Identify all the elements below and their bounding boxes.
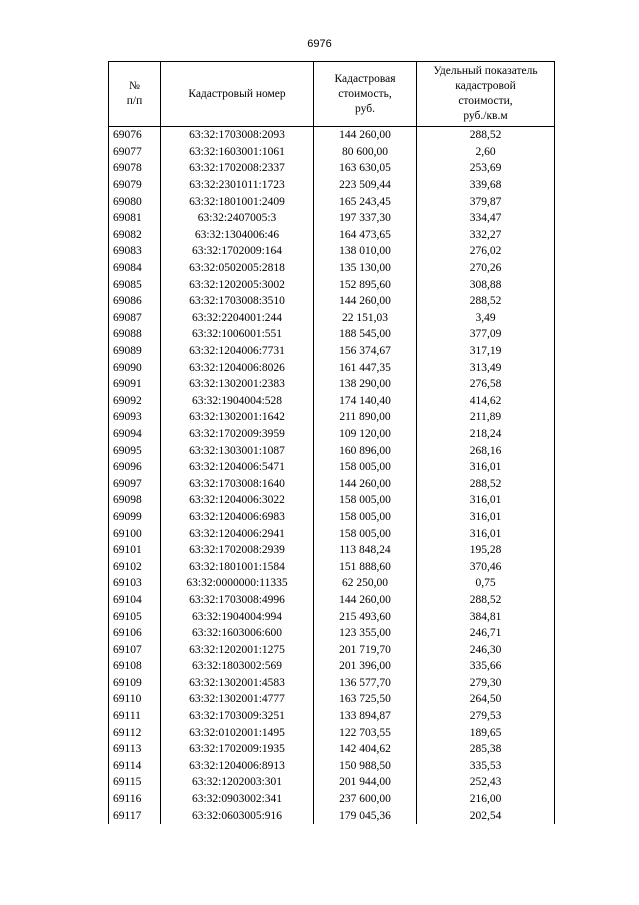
row-index: 69111 bbox=[109, 708, 161, 725]
specific-value: 384,81 bbox=[417, 608, 555, 625]
specific-value: 279,53 bbox=[417, 708, 555, 725]
specific-value: 246,30 bbox=[417, 641, 555, 658]
cadastral-number: 63:32:1603006:600 bbox=[161, 625, 314, 642]
specific-value: 379,87 bbox=[417, 193, 555, 210]
cadastral-number: 63:32:1202001:1275 bbox=[161, 641, 314, 658]
table-body bbox=[109, 127, 555, 824]
row-index: 69082 bbox=[109, 227, 161, 244]
cadastral-value: 144 260,00 bbox=[314, 127, 417, 144]
cadastral-number: 63:32:1204006:5471 bbox=[161, 459, 314, 476]
table-row bbox=[109, 741, 555, 758]
table-header-row bbox=[109, 62, 555, 127]
cadastral-value: 142 404,62 bbox=[314, 741, 417, 758]
specific-value: 335,66 bbox=[417, 658, 555, 675]
cadastral-number: 63:32:1006001:551 bbox=[161, 326, 314, 343]
specific-value: 335,53 bbox=[417, 758, 555, 775]
cadastral-number: 63:32:2301011:1723 bbox=[161, 177, 314, 194]
specific-value: 370,46 bbox=[417, 558, 555, 575]
table-row bbox=[109, 359, 555, 376]
cadastral-value: 156 374,67 bbox=[314, 343, 417, 360]
cadastral-number: 63:32:2407005:3 bbox=[161, 210, 314, 227]
specific-value: 276,02 bbox=[417, 243, 555, 260]
cadastral-value: 201 944,00 bbox=[314, 774, 417, 791]
table-row bbox=[109, 227, 555, 244]
table-row bbox=[109, 509, 555, 526]
cadastral-value: 161 447,35 bbox=[314, 359, 417, 376]
specific-value: 313,49 bbox=[417, 359, 555, 376]
row-index: 69089 bbox=[109, 343, 161, 360]
row-index: 69086 bbox=[109, 293, 161, 310]
cadastral-value: 158 005,00 bbox=[314, 525, 417, 542]
row-index: 69108 bbox=[109, 658, 161, 675]
row-index: 69080 bbox=[109, 193, 161, 210]
specific-value: 316,01 bbox=[417, 525, 555, 542]
cadastral-value: 237 600,00 bbox=[314, 791, 417, 808]
cadastral-number: 63:32:1204006:3022 bbox=[161, 492, 314, 509]
cadastral-number: 63:32:1702009:164 bbox=[161, 243, 314, 260]
table-row bbox=[109, 160, 555, 177]
cadastral-number: 63:32:1302001:1642 bbox=[161, 409, 314, 426]
specific-value: 211,89 bbox=[417, 409, 555, 426]
table-row bbox=[109, 558, 555, 575]
cadastral-value: 144 260,00 bbox=[314, 592, 417, 609]
specific-value: 2,60 bbox=[417, 144, 555, 161]
specific-value: 288,52 bbox=[417, 127, 555, 144]
specific-value: 216,00 bbox=[417, 791, 555, 808]
table-row bbox=[109, 260, 555, 277]
row-index: 69101 bbox=[109, 542, 161, 559]
row-index: 69112 bbox=[109, 724, 161, 741]
specific-value: 288,52 bbox=[417, 293, 555, 310]
cadastral-value: 123 355,00 bbox=[314, 625, 417, 642]
table-row bbox=[109, 774, 555, 791]
cadastral-number: 63:32:1204006:8026 bbox=[161, 359, 314, 376]
cadastral-value: 138 290,00 bbox=[314, 376, 417, 393]
specific-value: 316,01 bbox=[417, 492, 555, 509]
cadastral-number: 63:32:1703008:1640 bbox=[161, 475, 314, 492]
table-row bbox=[109, 807, 555, 824]
cadastral-value: 113 848,24 bbox=[314, 542, 417, 559]
table-row bbox=[109, 708, 555, 725]
row-index: 69104 bbox=[109, 592, 161, 609]
row-index: 69092 bbox=[109, 393, 161, 410]
cadastral-table bbox=[108, 61, 555, 824]
specific-value: 264,50 bbox=[417, 691, 555, 708]
table-row bbox=[109, 442, 555, 459]
specific-value: 317,19 bbox=[417, 343, 555, 360]
row-index: 69098 bbox=[109, 492, 161, 509]
table-row bbox=[109, 492, 555, 509]
specific-value: 285,38 bbox=[417, 741, 555, 758]
specific-value: 253,69 bbox=[417, 160, 555, 177]
specific-value: 276,58 bbox=[417, 376, 555, 393]
cadastral-value: 138 010,00 bbox=[314, 243, 417, 260]
row-index: 69100 bbox=[109, 525, 161, 542]
table-row bbox=[109, 791, 555, 808]
cadastral-value: 163 630,05 bbox=[314, 160, 417, 177]
table-row bbox=[109, 592, 555, 609]
cadastral-number: 63:32:1801001:2409 bbox=[161, 193, 314, 210]
cadastral-number: 63:32:1702009:1935 bbox=[161, 741, 314, 758]
specific-value: 339,68 bbox=[417, 177, 555, 194]
specific-value: 268,16 bbox=[417, 442, 555, 459]
table-row bbox=[109, 459, 555, 476]
row-index: 69117 bbox=[109, 807, 161, 824]
row-index: 69099 bbox=[109, 509, 161, 526]
specific-value: 332,27 bbox=[417, 227, 555, 244]
cadastral-value: 144 260,00 bbox=[314, 475, 417, 492]
row-index: 69091 bbox=[109, 376, 161, 393]
cadastral-number: 63:32:2204001:244 bbox=[161, 310, 314, 327]
cadastral-number: 63:32:0603005:916 bbox=[161, 807, 314, 824]
cadastral-value: 80 600,00 bbox=[314, 144, 417, 161]
specific-value: 195,28 bbox=[417, 542, 555, 559]
row-index: 69085 bbox=[109, 276, 161, 293]
cadastral-value: 211 890,00 bbox=[314, 409, 417, 426]
page-number: 6976 bbox=[307, 38, 332, 50]
row-index: 69093 bbox=[109, 409, 161, 426]
table-row bbox=[109, 724, 555, 741]
specific-value: 308,88 bbox=[417, 276, 555, 293]
specific-value: 288,52 bbox=[417, 475, 555, 492]
cadastral-number: 63:32:1703008:3510 bbox=[161, 293, 314, 310]
cadastral-value: 201 396,00 bbox=[314, 658, 417, 675]
specific-value: 270,26 bbox=[417, 260, 555, 277]
table-row bbox=[109, 193, 555, 210]
table-row bbox=[109, 625, 555, 642]
specific-value: 377,09 bbox=[417, 326, 555, 343]
cadastral-number: 63:32:1801001:1584 bbox=[161, 558, 314, 575]
cadastral-value: 62 250,00 bbox=[314, 575, 417, 592]
table-row bbox=[109, 144, 555, 161]
cadastral-number: 63:32:1702008:2337 bbox=[161, 160, 314, 177]
cadastral-number: 63:32:0102001:1495 bbox=[161, 724, 314, 741]
cadastral-number: 63:32:1803002:569 bbox=[161, 658, 314, 675]
cadastral-number: 63:32:1204006:7731 bbox=[161, 343, 314, 360]
specific-value: 279,30 bbox=[417, 675, 555, 692]
table-row bbox=[109, 276, 555, 293]
cadastral-number: 63:32:1302001:2383 bbox=[161, 376, 314, 393]
table-row bbox=[109, 641, 555, 658]
cadastral-value: 144 260,00 bbox=[314, 293, 417, 310]
row-index: 69094 bbox=[109, 426, 161, 443]
specific-value: 189,65 bbox=[417, 724, 555, 741]
table-row bbox=[109, 675, 555, 692]
specific-value: 3,49 bbox=[417, 310, 555, 327]
specific-value: 202,54 bbox=[417, 807, 555, 824]
table-row bbox=[109, 293, 555, 310]
row-index: 69081 bbox=[109, 210, 161, 227]
row-index: 69106 bbox=[109, 625, 161, 642]
row-index: 69083 bbox=[109, 243, 161, 260]
table-row bbox=[109, 658, 555, 675]
table-row bbox=[109, 243, 555, 260]
row-index: 69084 bbox=[109, 260, 161, 277]
row-index: 69078 bbox=[109, 160, 161, 177]
table-row bbox=[109, 310, 555, 327]
row-index: 69095 bbox=[109, 442, 161, 459]
row-index: 69105 bbox=[109, 608, 161, 625]
specific-value: 288,52 bbox=[417, 592, 555, 609]
cadastral-value: 201 719,70 bbox=[314, 641, 417, 658]
cadastral-number: 63:32:1703008:2093 bbox=[161, 127, 314, 144]
cadastral-number: 63:32:1702008:2939 bbox=[161, 542, 314, 559]
cadastral-value: 197 337,30 bbox=[314, 210, 417, 227]
cadastral-value: 158 005,00 bbox=[314, 492, 417, 509]
specific-value: 316,01 bbox=[417, 459, 555, 476]
table-row bbox=[109, 343, 555, 360]
cadastral-number: 63:32:0903002:341 bbox=[161, 791, 314, 808]
cadastral-number: 63:32:0502005:2818 bbox=[161, 260, 314, 277]
cadastral-number: 63:32:1702009:3959 bbox=[161, 426, 314, 443]
table-row bbox=[109, 177, 555, 194]
row-index: 69114 bbox=[109, 758, 161, 775]
row-index: 69102 bbox=[109, 558, 161, 575]
row-index: 69113 bbox=[109, 741, 161, 758]
cadastral-value: 151 888,60 bbox=[314, 558, 417, 575]
specific-value: 0,75 bbox=[417, 575, 555, 592]
row-index: 69090 bbox=[109, 359, 161, 376]
table-row bbox=[109, 542, 555, 559]
table-row bbox=[109, 127, 555, 144]
cadastral-value: 150 988,50 bbox=[314, 758, 417, 775]
cadastral-value: 136 577,70 bbox=[314, 675, 417, 692]
row-index: 69076 bbox=[109, 127, 161, 144]
row-index: 69110 bbox=[109, 691, 161, 708]
cadastral-value: 174 140,40 bbox=[314, 393, 417, 410]
cadastral-number: 63:32:1904004:994 bbox=[161, 608, 314, 625]
row-index: 69107 bbox=[109, 641, 161, 658]
row-index: 69077 bbox=[109, 144, 161, 161]
cadastral-value: 223 509,44 bbox=[314, 177, 417, 194]
table-row bbox=[109, 426, 555, 443]
table-row bbox=[109, 575, 555, 592]
cadastral-value: 122 703,55 bbox=[314, 724, 417, 741]
cadastral-number: 63:32:1202003:301 bbox=[161, 774, 314, 791]
row-index: 69096 bbox=[109, 459, 161, 476]
cadastral-value: 160 896,00 bbox=[314, 442, 417, 459]
cadastral-value: 133 894,87 bbox=[314, 708, 417, 725]
cadastral-number: 63:32:1204006:8913 bbox=[161, 758, 314, 775]
table-row bbox=[109, 326, 555, 343]
specific-value: 252,43 bbox=[417, 774, 555, 791]
cadastral-value: 163 725,50 bbox=[314, 691, 417, 708]
cadastral-value: 179 045,36 bbox=[314, 807, 417, 824]
cadastral-value: 22 151,03 bbox=[314, 310, 417, 327]
table-row bbox=[109, 758, 555, 775]
cadastral-number: 63:32:1603001:1061 bbox=[161, 144, 314, 161]
cadastral-value: 152 895,60 bbox=[314, 276, 417, 293]
header-index: № п/п bbox=[109, 62, 161, 127]
row-index: 69088 bbox=[109, 326, 161, 343]
table-row bbox=[109, 376, 555, 393]
row-index: 69116 bbox=[109, 791, 161, 808]
row-index: 69087 bbox=[109, 310, 161, 327]
header-specific-value: Удельный показатель кадастровой стоимости, руб./кв.м bbox=[417, 62, 555, 127]
cadastral-value: 164 473,65 bbox=[314, 227, 417, 244]
cadastral-number: 63:32:1204006:2941 bbox=[161, 525, 314, 542]
cadastral-number: 63:32:1304006:46 bbox=[161, 227, 314, 244]
cadastral-value: 109 120,00 bbox=[314, 426, 417, 443]
cadastral-value: 215 493,60 bbox=[314, 608, 417, 625]
cadastral-value: 158 005,00 bbox=[314, 509, 417, 526]
specific-value: 218,24 bbox=[417, 426, 555, 443]
cadastral-number: 63:32:1302001:4777 bbox=[161, 691, 314, 708]
table-row bbox=[109, 393, 555, 410]
row-index: 69103 bbox=[109, 575, 161, 592]
cadastral-number: 63:32:1202005:3002 bbox=[161, 276, 314, 293]
specific-value: 316,01 bbox=[417, 509, 555, 526]
row-index: 69115 bbox=[109, 774, 161, 791]
table-row bbox=[109, 409, 555, 426]
cadastral-value: 158 005,00 bbox=[314, 459, 417, 476]
header-cadastral-number: Кадастровый номер bbox=[161, 62, 314, 127]
cadastral-number: 63:32:1303001:1087 bbox=[161, 442, 314, 459]
table-row bbox=[109, 210, 555, 227]
cadastral-number: 63:32:0000000:11335 bbox=[161, 575, 314, 592]
specific-value: 334,47 bbox=[417, 210, 555, 227]
cadastral-number: 63:32:1904004:528 bbox=[161, 393, 314, 410]
header-cadastral-value: Кадастровая стоимость, руб. bbox=[314, 62, 417, 127]
cadastral-number: 63:32:1703009:3251 bbox=[161, 708, 314, 725]
cadastral-number: 63:32:1703008:4996 bbox=[161, 592, 314, 609]
table-row bbox=[109, 608, 555, 625]
row-index: 69079 bbox=[109, 177, 161, 194]
row-index: 69097 bbox=[109, 475, 161, 492]
specific-value: 414,62 bbox=[417, 393, 555, 410]
table-row bbox=[109, 475, 555, 492]
table-row bbox=[109, 525, 555, 542]
row-index: 69109 bbox=[109, 675, 161, 692]
cadastral-value: 165 243,45 bbox=[314, 193, 417, 210]
cadastral-value: 188 545,00 bbox=[314, 326, 417, 343]
table-row bbox=[109, 691, 555, 708]
cadastral-number: 63:32:1204006:6983 bbox=[161, 509, 314, 526]
cadastral-number: 63:32:1302001:4583 bbox=[161, 675, 314, 692]
cadastral-value: 135 130,00 bbox=[314, 260, 417, 277]
specific-value: 246,71 bbox=[417, 625, 555, 642]
